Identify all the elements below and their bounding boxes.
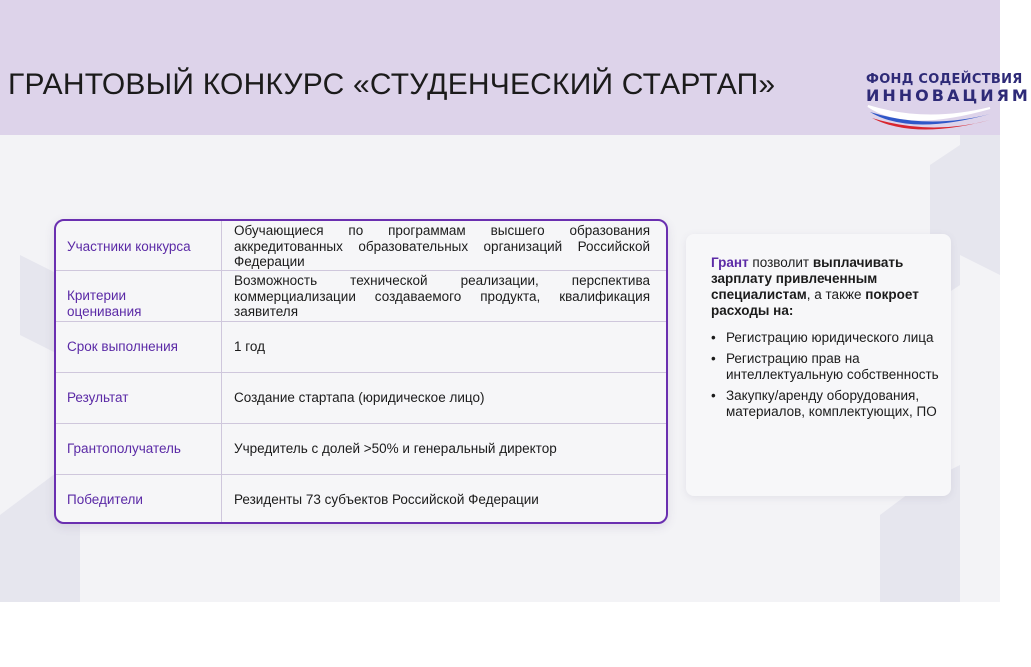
grant-benefits-card — [686, 234, 951, 496]
expense-list — [711, 330, 941, 425]
fund-logo — [866, 72, 1031, 130]
row-label: Грантополучатель — [67, 441, 181, 456]
list-item: • Регистрацию юридического лица — [711, 330, 934, 345]
logo-line-1: ФОНД СОДЕЙСТВИЯ — [866, 72, 1023, 87]
contest-info-table — [54, 219, 668, 524]
bullet-icon: • — [711, 388, 716, 403]
grant-accent-word: Грант — [711, 255, 749, 270]
row-value: Учредитель с долей >50% и генеральный директор — [234, 441, 557, 456]
row-label: Участники конкурса — [67, 239, 191, 254]
flag-swoosh-icon — [866, 102, 992, 130]
row-value: Обучающиеся по программам высшего образования аккредитованных образовательных организаций Российской Федерации — [234, 223, 650, 269]
bullet-icon: • — [711, 351, 716, 366]
row-value: Создание стартапа (юридическое лицо) — [234, 390, 485, 405]
row-value: Резиденты 73 субъектов Российской Федерации — [234, 492, 539, 507]
bottom-margin — [0, 602, 1000, 667]
table-row — [56, 221, 666, 271]
row-label: Критерии оценивания — [67, 288, 142, 319]
page-title: ГРАНТОВЫЙ КОНКУРС «СТУДЕНЧЕСКИЙ СТАРТАП» — [8, 68, 776, 101]
row-label: Победители — [67, 492, 143, 507]
table-row — [56, 322, 666, 373]
table-row — [56, 475, 666, 522]
list-item: • Закупку/аренду оборудования, материалов, комплектующих, ПО — [711, 388, 937, 419]
row-value: Возможность технической реализации, перспектива коммерциализации создаваемого продукта, квалификация заявителя — [234, 273, 650, 319]
table-row — [56, 424, 666, 475]
logo-line-2: ИННОВАЦИЯМ — [866, 86, 1031, 105]
table-row — [56, 271, 666, 322]
list-item: • Регистрацию прав на интеллектуальную собственность — [711, 351, 939, 382]
bullet-icon: • — [711, 330, 716, 345]
row-value: 1 год — [234, 339, 265, 354]
grant-intro-text: Грант позволит выплачивать зарплату привлеченным специалистам, а также покроет расходы на: — [711, 255, 919, 318]
row-label: Срок выполнения — [67, 339, 178, 354]
header-band — [0, 0, 1031, 135]
table-row — [56, 373, 666, 424]
row-label: Результат — [67, 390, 129, 405]
